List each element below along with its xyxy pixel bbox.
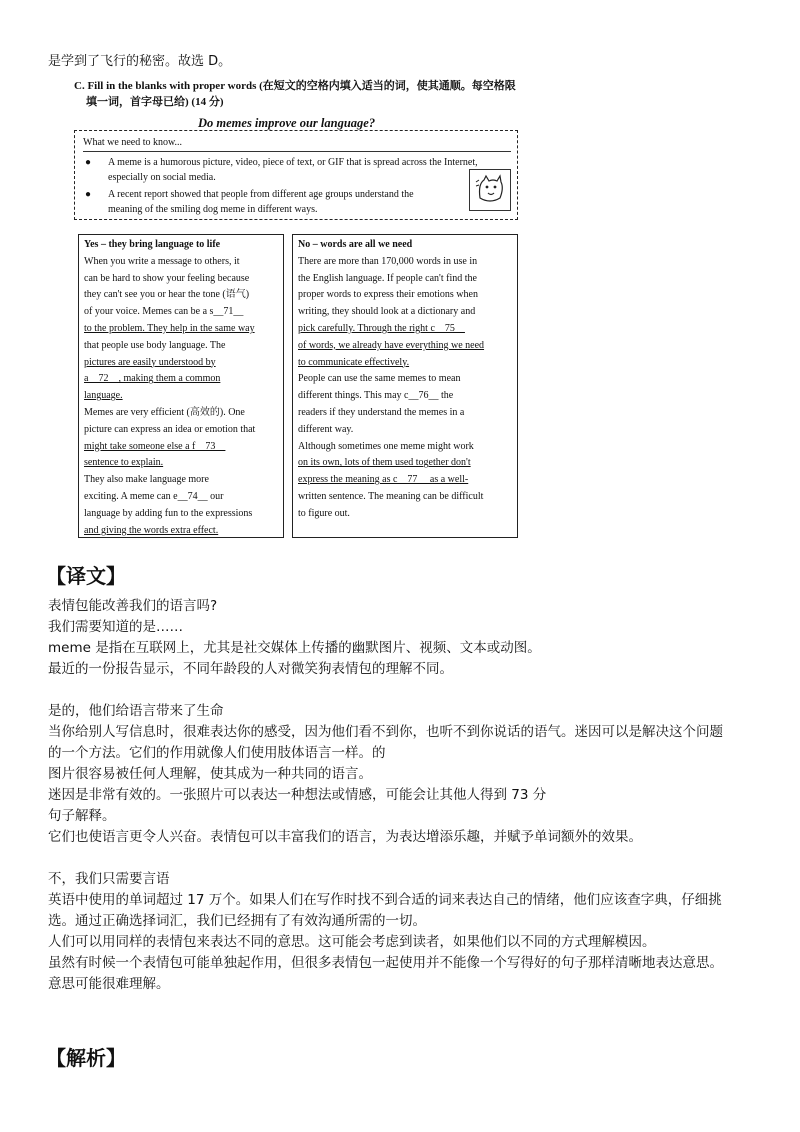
yes-line: They also make language more (84, 474, 209, 486)
yes-line: might take someone else a f__73__ (84, 440, 226, 452)
translation-line: 迷因是非常有效的。一张照片可以表达一种想法或情感，可能会让其他人得到 73 分 (48, 787, 547, 803)
yes-line: and giving the words extra effect. (84, 524, 219, 536)
yes-line: pictures are easily understood by (84, 356, 216, 368)
translation-line: 当你给别人写信息时，很难表达你的感受，因为他们看不到你，也听不到你说话的语气。迷因可以是解决这个问题 (48, 724, 723, 740)
translation-line: 的一个方法。它们的作用就像人们使用肢体语言一样。的 (48, 745, 386, 761)
yes-line: that people use body language. The (84, 339, 226, 351)
no-panel (292, 234, 518, 538)
translation-heading: 【译文】 (46, 564, 126, 588)
translation-line: 句子解释。 (48, 808, 116, 824)
yes-line: to the problem. They help in the same way (84, 322, 255, 334)
translation-line: 最近的一份报告显示，不同年龄段的人对微笑狗表情包的理解不同。 (48, 661, 453, 677)
translation-line: 图片很容易被任何人理解，使其成为一种共同的语言。 (48, 766, 372, 782)
instruction-line-2: 填一词，首字母已给) (14 分) (86, 96, 224, 108)
no-line: to figure out. (298, 507, 350, 519)
yes-panel-heading: Yes – they bring language to life (84, 239, 221, 250)
translation-line: 意思可能很难理解。 (48, 976, 170, 992)
yes-line: Memes are very efficient (高效的). One (84, 406, 245, 418)
translation-line: 不，我们只需要言语 (48, 871, 170, 887)
no-line: There are more than 170,000 words in use in (298, 255, 478, 267)
translation-line: 人们可以用同样的表情包来表达不同的意思。这可能会考虑到读者，如果他们以不同的方式理解模因。 (48, 934, 656, 950)
translation-line: 英语中使用的单词超过 17 万个。如果人们在写作时找不到合适的词来表达自己的情绪，他们应该查字典，仔细挑 (48, 892, 722, 908)
no-line: different things. This may c__76__ the (298, 390, 454, 402)
no-line: writing, they should look at a dictionary and (298, 306, 476, 318)
previous-answer-line: 是学到了飞行的秘密。故选 D。 (48, 54, 232, 69)
yes-line: sentence to explain. (84, 457, 164, 469)
no-line: People can use the same memes to mean (298, 373, 461, 385)
no-line: proper words to express their emotions when (298, 289, 478, 301)
bullet-1-line-2: especially on social media. (108, 172, 216, 183)
translation-line: meme 是指在互联网上，尤其是社交媒体上传播的幽默图片、视频、文本或动图。 (48, 640, 541, 656)
no-line: written sentence. The meaning can be difficult (298, 490, 484, 502)
know-heading: What we need to know... (83, 137, 183, 148)
bullet-2 (85, 187, 495, 217)
yes-line: they can't see you or hear the tone (语气) (84, 289, 250, 301)
translation-line: 虽然有时候一个表情包可能单独起作用，但很多表情包一起使用并不能像一个写得好的句子那样清晰地表达意思。 (48, 955, 723, 971)
yes-line: of your voice. Memes can be a s__71__ (84, 306, 244, 318)
smiling-dog-meme-icon (469, 169, 511, 211)
bullet-2-line-2: meaning of the smiling dog meme in different ways. (108, 204, 318, 215)
bullet-1 (85, 155, 495, 185)
no-line: express the meaning as c__77__ as a well- (298, 474, 469, 486)
divider (83, 151, 511, 152)
yes-panel (78, 234, 284, 538)
yes-line: language. (84, 390, 123, 402)
no-line: on its own, lots of them used together don't (298, 457, 471, 469)
no-line: to communicate effectively. (298, 356, 410, 368)
yes-line: exciting. A meme can e__74__ our (84, 490, 224, 502)
analysis-heading: 【解析】 (46, 1046, 126, 1070)
translation-line: 是的，他们给语言带来了生命 (48, 703, 224, 719)
translation-line: 我们需要知道的是…… (48, 619, 183, 635)
yes-line: When you write a message to others, it (84, 255, 240, 267)
yes-line: picture can express an idea or emotion that (84, 423, 256, 435)
section-c-instructions (74, 78, 544, 110)
article-title: Do memes improve our language? (198, 116, 376, 130)
no-line: readers if they understand the memes in a (298, 406, 465, 418)
bullet-1-line-1: A meme is a humorous picture, video, piece of text, or GIF that is spread across the Internet, (108, 157, 478, 168)
no-line: different way. (298, 423, 354, 435)
no-line: the English language. If people can't find the (298, 272, 477, 284)
translation-line: 选。通过正确选择词汇，我们已经拥有了有效沟通所需的一切。 (48, 913, 426, 929)
no-line: pick carefully. Through the right c__75__ (298, 322, 465, 334)
bullet-2-line-1: A recent report showed that people from different age groups understand the (108, 189, 414, 200)
translation-line: 它们也使语言更令人兴奋。表情包可以丰富我们的语言，为表达增添乐趣，并赋予单词额外的效果。 (48, 829, 642, 845)
no-panel-heading: No – words are all we need (298, 239, 413, 250)
no-line: of words, we already have everything we need (298, 339, 485, 351)
translation-line: 表情包能改善我们的语言吗? (48, 598, 218, 614)
yes-line: can be hard to show your feeling because (84, 272, 250, 284)
what-we-need-to-know-box (74, 130, 518, 220)
bullet-dot-icon: ● (85, 157, 92, 168)
no-line: Although sometimes one meme might work (298, 440, 474, 452)
yes-line: language by adding fun to the expressions (84, 507, 253, 519)
yes-line: a__72__, making them a common (84, 373, 221, 385)
instruction-line-1: C. Fill in the blanks with proper words (在短文的空格内填入适当的词，使其通顺。每空格限 (74, 80, 516, 92)
bullet-dot-icon: ● (85, 189, 92, 200)
